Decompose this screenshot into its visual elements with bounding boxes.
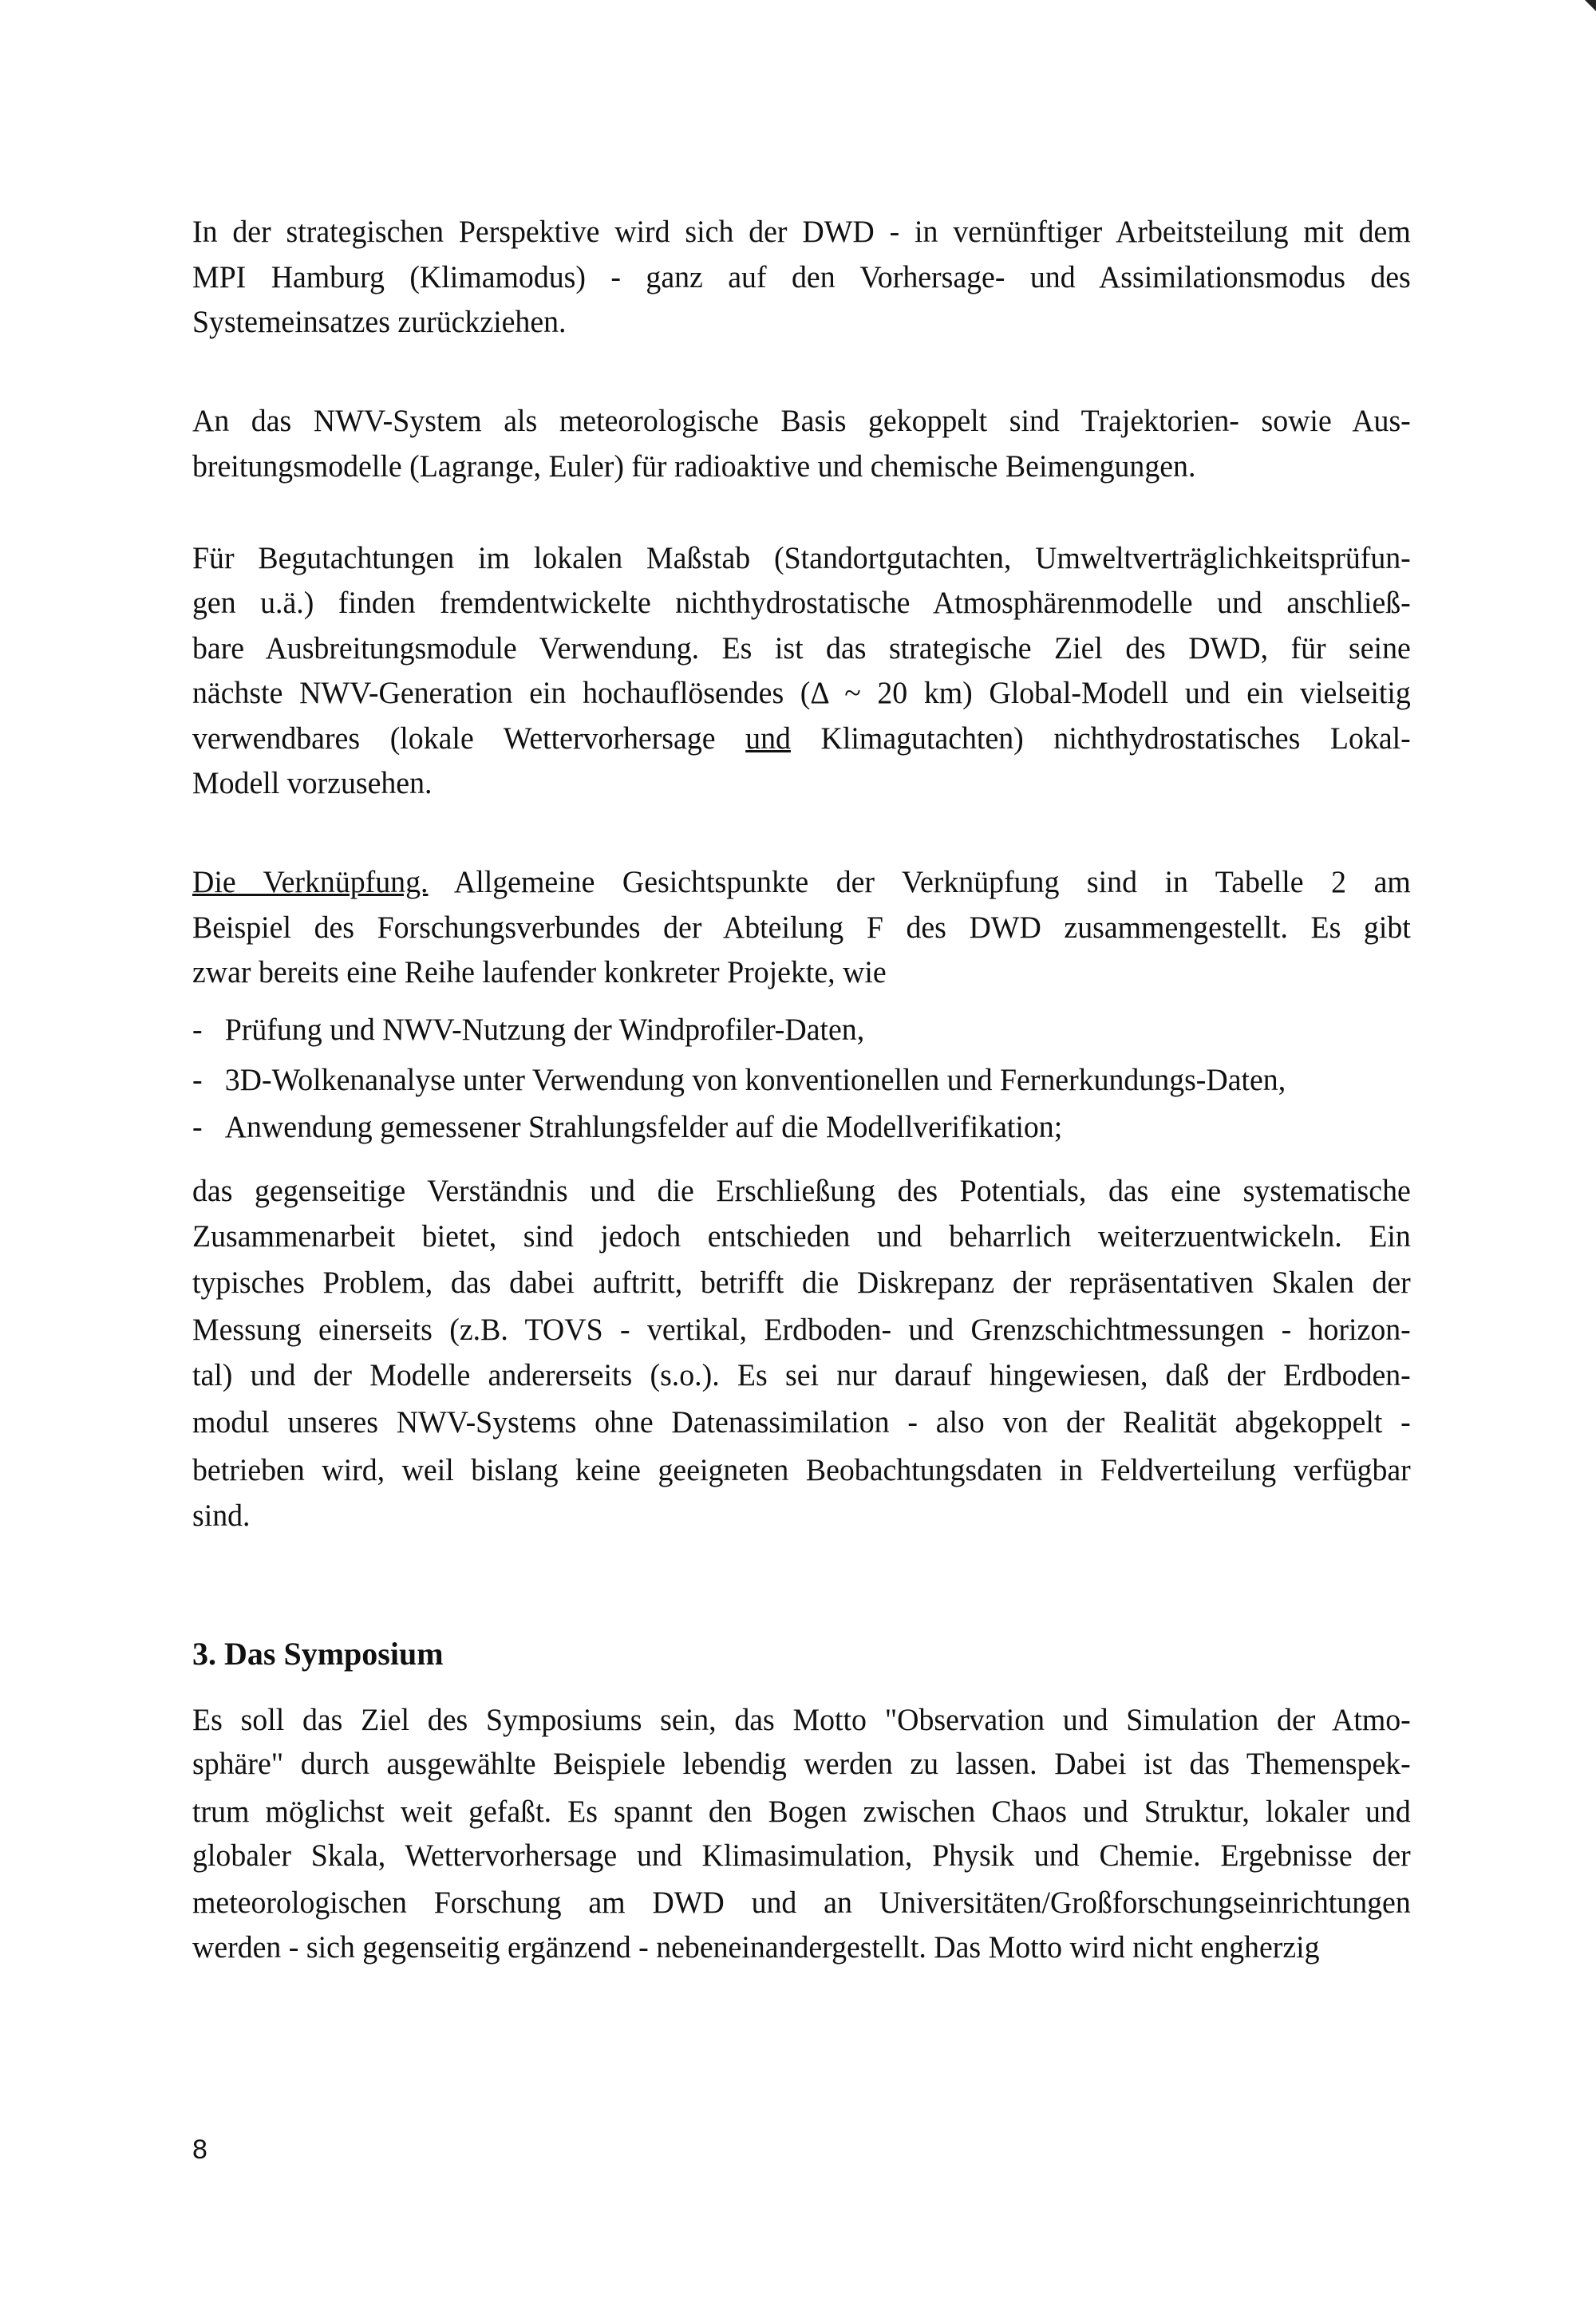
scan-corner-mark <box>1585 0 1596 11</box>
page-number: 8 <box>192 2134 207 2165</box>
p6-line: globaler Skala, Wettervorhersage und Klimasimulation, Physik und Chemie. Ergebnisse der <box>192 1838 1411 1873</box>
p4-line <box>192 864 1411 901</box>
p2-line: An das NWV-System als meteorologische Basis gekoppelt sind Trajektorien- sowie Aus- <box>192 404 1411 438</box>
bullet-item <box>192 1062 1411 1099</box>
p6-line: Es soll das Ziel des Symposiums sein, das Motto "Observation und Simulation der Atmo- <box>192 1703 1411 1737</box>
p4-line: Beispiel des Forschungsverbundes der Abteilung F des DWD zusammengestellt. Es gibt <box>192 910 1411 945</box>
p3-line: Modell vorzusehen. <box>192 766 433 800</box>
p5-line: sind. <box>192 1499 251 1533</box>
text-segment: Allgemeine Gesichtspunkte der Verknüpfung sind in Tabelle 2 am <box>428 865 1411 899</box>
bullet-dash: - <box>192 1013 203 1047</box>
p3-line: nächste NWV-Generation ein hochauflösendes (Δ ~ 20 km) Global-Modell und ein vielseitig <box>192 676 1411 710</box>
p2-line: breitungsmodelle (Lagrange, Euler) für radioaktive und chemische Beimengungen. <box>192 449 1196 484</box>
p5-line: das gegenseitige Verständnis und die Erschließung des Potentials, das eine systematische <box>192 1174 1411 1208</box>
bullet-text: Anwendung gemessener Strahlungsfelder auf die Modellverifikation; <box>224 1110 1063 1144</box>
p6-line: sphäre" durch ausgewählte Beispiele lebendig werden zu lassen. Dabei ist das Themenspek- <box>192 1747 1411 1781</box>
p1-line: MPI Hamburg (Klimamodus) - ganz auf den Vorhersage- und Assimilationsmodus des <box>192 260 1411 294</box>
p5-line: typisches Problem, das dabei auftritt, betrifft die Diskrepanz der repräsentativen Skalen der <box>192 1266 1411 1300</box>
p5-line: Zusammenarbeit bietet, sind jedoch entschieden und beharrlich weiterzuentwickeln. Ein <box>192 1219 1411 1254</box>
p4-line: zwar bereits eine Reihe laufender konkreter Projekte, wie <box>192 955 887 989</box>
text-segment: verwendbares (lokale Wettervorhersage <box>192 721 746 756</box>
bullet-text: 3D-Wolkenanalyse unter Verwendung von konventionellen und Fernerkundungs-Daten, <box>224 1063 1286 1097</box>
p1-line: In der strategischen Perspektive wird sich der DWD - in vernünftiger Arbeitsteilung mit dem <box>192 215 1411 249</box>
p3-line: bare Ausbreitungsmodule Verwendung. Es ist das strategische Ziel des DWD, für seine <box>192 631 1411 665</box>
p5-line: betrieben wird, weil bislang keine geeigneten Beobachtungsdaten in Feldverteilung verfügbar <box>192 1453 1411 1487</box>
p6-line: trum möglichst weit gefaßt. Es spannt den Bogen zwischen Chaos und Struktur, lokaler und <box>192 1795 1411 1829</box>
bullet-dash: - <box>192 1110 203 1144</box>
underlined-text: Die Verknüpfung. <box>192 865 429 899</box>
p3-line: gen u.ä.) finden fremdentwickelte nichthydrostatische Atmosphärenmodelle und anschließ- <box>192 586 1411 620</box>
p1-line: Systemeinsatzes zurückziehen. <box>192 305 567 339</box>
bullet-dash: - <box>192 1063 203 1097</box>
p5-line: modul unseres NWV-Systems ohne Datenassimilation - also von der Realität abgekoppelt - <box>192 1405 1411 1439</box>
text-segment: Klimagutachten) nichthydrostatisches Lokal- <box>790 721 1411 756</box>
p5-line: tal) und der Modelle andererseits (s.o.). Es sei nur darauf hingewiesen, daß der Erdboden- <box>192 1358 1411 1392</box>
p6-line: werden - sich gegenseitig ergänzend - nebeneinandergestellt. Das Motto wird nicht engherzig <box>192 1930 1320 1965</box>
p5-line: Messung einerseits (z.B. TOVS - vertikal, Erdboden- und Grenzschichtmessungen - horizon- <box>192 1313 1411 1347</box>
p6-line: meteorologischen Forschung am DWD und an Universitäten/Großforschungseinrichtungen <box>192 1886 1411 1920</box>
bullet-item <box>192 1012 1411 1048</box>
underlined-text: und <box>745 721 791 756</box>
section-heading: 3. Das Symposium <box>192 1636 444 1672</box>
p3-line <box>192 721 1411 757</box>
p3-line: Für Begutachtungen im lokalen Maßstab (Standortgutachten, Umweltverträglichkeitsprüfun- <box>192 541 1411 575</box>
bullet-item <box>192 1109 1411 1146</box>
bullet-text: Prüfung und NWV-Nutzung der Windprofiler-Daten, <box>224 1013 865 1047</box>
